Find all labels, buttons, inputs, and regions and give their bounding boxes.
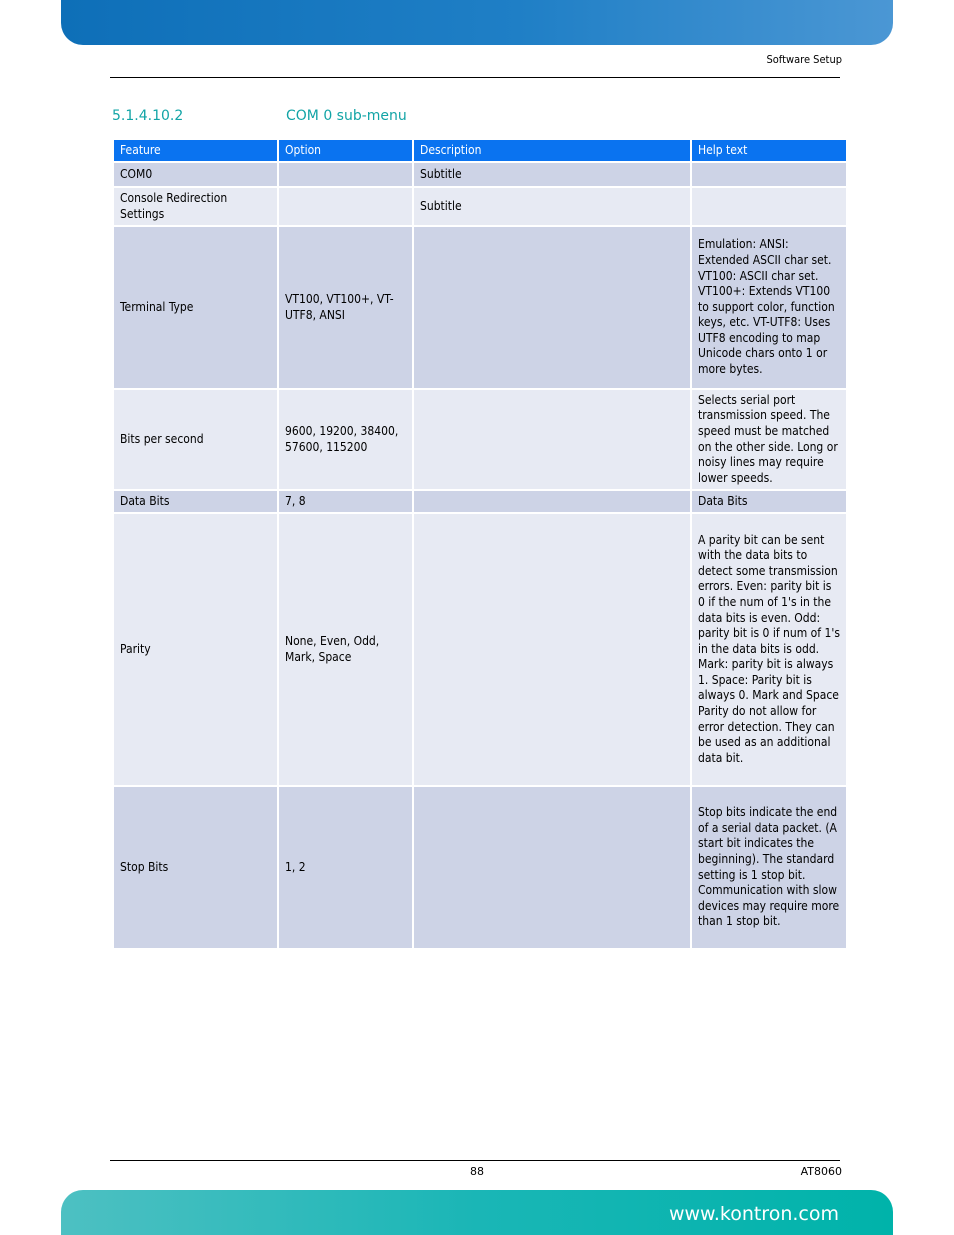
table-row [114,514,846,785]
feature-cell: Data Bits [114,491,277,512]
description-cell [414,491,690,512]
footer-divider [110,1160,840,1161]
help-text-cell: Stop bits indicate the end of a serial data packet. (A start bit indicates the beginning). The standard setting is 1 stop bit. Communication with slow devices may require more than 1 stop bit. [692,787,846,948]
section-number: 5.1.4.10.2 [112,108,184,124]
document-id: AT8060 [800,1165,842,1178]
table-row [114,163,846,186]
section-title: COM 0 sub-menu [286,108,407,124]
option-cell: None, Even, Odd, Mark, Space [279,514,412,785]
top-banner [61,0,893,45]
table-row [114,227,846,388]
com0-submenu-table [112,138,848,950]
column-header-description: Description [414,140,690,161]
section-heading [112,108,407,124]
table-header-row [114,140,846,161]
description-cell [414,390,690,489]
help-text-cell: Selects serial port transmission speed. The speed must be matched on the other side. Long or noisy lines may require lower speeds. [692,390,846,489]
page-number: 88 [470,1165,484,1178]
description-cell [414,227,690,388]
feature-cell: Parity [114,514,277,785]
help-text-cell [692,163,846,186]
table-row [114,787,846,948]
help-text-cell: Emulation: ANSI: Extended ASCII char set. VT100: ASCII char set. VT100+: Extends VT100 to support color, function keys, etc. VT-UTF8: Uses UTF8 encoding to map Unicode chars onto 1 or more bytes. [692,227,846,388]
option-cell: 9600, 19200, 38400, 57600, 115200 [279,390,412,489]
option-cell: 7, 8 [279,491,412,512]
option-cell [279,188,412,225]
feature-cell: Console Redirection Settings [114,188,277,225]
help-text-cell: Data Bits [692,491,846,512]
description-cell: Subtitle [414,163,690,186]
header-section-title: Software Setup [766,53,842,66]
header-divider [110,77,840,78]
feature-cell: Bits per second [114,390,277,489]
description-cell: Subtitle [414,188,690,225]
column-header-help-text: Help text [692,140,846,161]
table-row [114,188,846,225]
option-cell: 1, 2 [279,787,412,948]
bottom-banner [61,1190,893,1235]
description-cell [414,514,690,785]
help-text-cell: A parity bit can be sent with the data bits to detect some transmission errors. Even: parity bit is 0 if the num of 1's in the data bits is even. Odd: parity bit is 0 if num of 1's in the data bits is odd. Mark: parity bit is always 1. Space: Parity bit is always 0. Mark and Space Parity do not allow for error detection. They can be used as an additional data bit. [692,514,846,785]
column-header-feature: Feature [114,140,277,161]
feature-cell: COM0 [114,163,277,186]
help-text-cell [692,188,846,225]
option-cell [279,163,412,186]
table-row [114,390,846,489]
feature-cell: Stop Bits [114,787,277,948]
feature-cell: Terminal Type [114,227,277,388]
table-row [114,491,846,512]
column-header-option: Option [279,140,412,161]
website-link[interactable]: www.kontron.com [668,1203,839,1225]
description-cell [414,787,690,948]
option-cell: VT100, VT100+, VT-UTF8, ANSI [279,227,412,388]
